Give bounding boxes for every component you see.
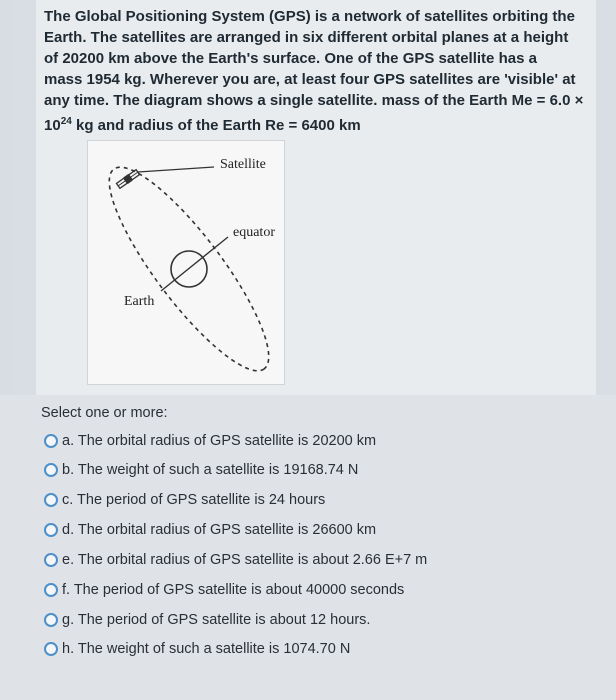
question-line-4: mass 1954 kg. Wherever you are, at least four GPS satellites are 'visible' at: [44, 71, 576, 88]
option-e-checkbox[interactable]: [44, 553, 58, 567]
option-f-label: f. The period of GPS satellite is about 40000 seconds: [62, 582, 405, 598]
option-h-checkbox[interactable]: [44, 642, 58, 656]
question-line-5: any time. The diagram shows a single satellite. mass of the Earth Me = 6.0 ×: [44, 92, 584, 109]
option-a-checkbox[interactable]: [44, 434, 58, 448]
earth-label: Earth: [124, 294, 155, 309]
question-panel: [36, 0, 596, 395]
option-f[interactable]: [44, 579, 404, 601]
equator-label: equator: [233, 225, 275, 240]
orbit-diagram: [87, 140, 285, 385]
option-c[interactable]: [44, 489, 325, 511]
satellite-icon: [116, 169, 140, 189]
option-h-label: h. The weight of such a satellite is 1074.70 N: [62, 641, 351, 657]
option-g-label: g. The period of GPS satellite is about 12 hours.: [62, 612, 371, 628]
question-line-3: of 20200 km above the Earth's surface. One of the GPS satellite has a: [44, 50, 537, 67]
option-c-checkbox[interactable]: [44, 493, 58, 507]
satellite-label: Satellite: [220, 157, 266, 172]
question-line-6-exponent: 24: [60, 116, 72, 127]
question-line-6-base: 10: [44, 117, 61, 134]
option-b[interactable]: [44, 459, 358, 481]
question-line-2: Earth. The satellites are arranged in six different orbital planes at a height: [44, 29, 569, 46]
option-a-label: a. The orbital radius of GPS satellite is 20200 km: [62, 433, 377, 449]
option-g[interactable]: [44, 609, 370, 631]
option-b-checkbox[interactable]: [44, 463, 58, 477]
question-line-6-rest: kg and radius of the Earth Re = 6400 km: [71, 117, 361, 134]
question-text: [44, 6, 584, 136]
option-b-label: b. The weight of such a satellite is 19168.74 N: [62, 462, 359, 478]
satellite-leader-line: [138, 167, 214, 172]
question-line-1: The Global Positioning System (GPS) is a network of satellites orbiting the: [44, 8, 575, 25]
option-e-label: e. The orbital radius of GPS satellite is about 2.66 E+7 m: [62, 552, 428, 568]
option-g-checkbox[interactable]: [44, 613, 58, 627]
option-c-label: c. The period of GPS satellite is 24 hours: [62, 492, 326, 508]
option-e[interactable]: [44, 549, 427, 571]
answers-panel: [0, 395, 616, 700]
option-d[interactable]: [44, 519, 376, 541]
option-d-checkbox[interactable]: [44, 523, 58, 537]
select-prompt: Select one or more:: [41, 405, 168, 421]
option-a[interactable]: [44, 430, 376, 452]
orbit-diagram-svg: [88, 141, 284, 384]
option-h[interactable]: [44, 638, 350, 660]
option-d-label: d. The orbital radius of GPS satellite is 26600 km: [62, 522, 377, 538]
option-f-checkbox[interactable]: [44, 583, 58, 597]
